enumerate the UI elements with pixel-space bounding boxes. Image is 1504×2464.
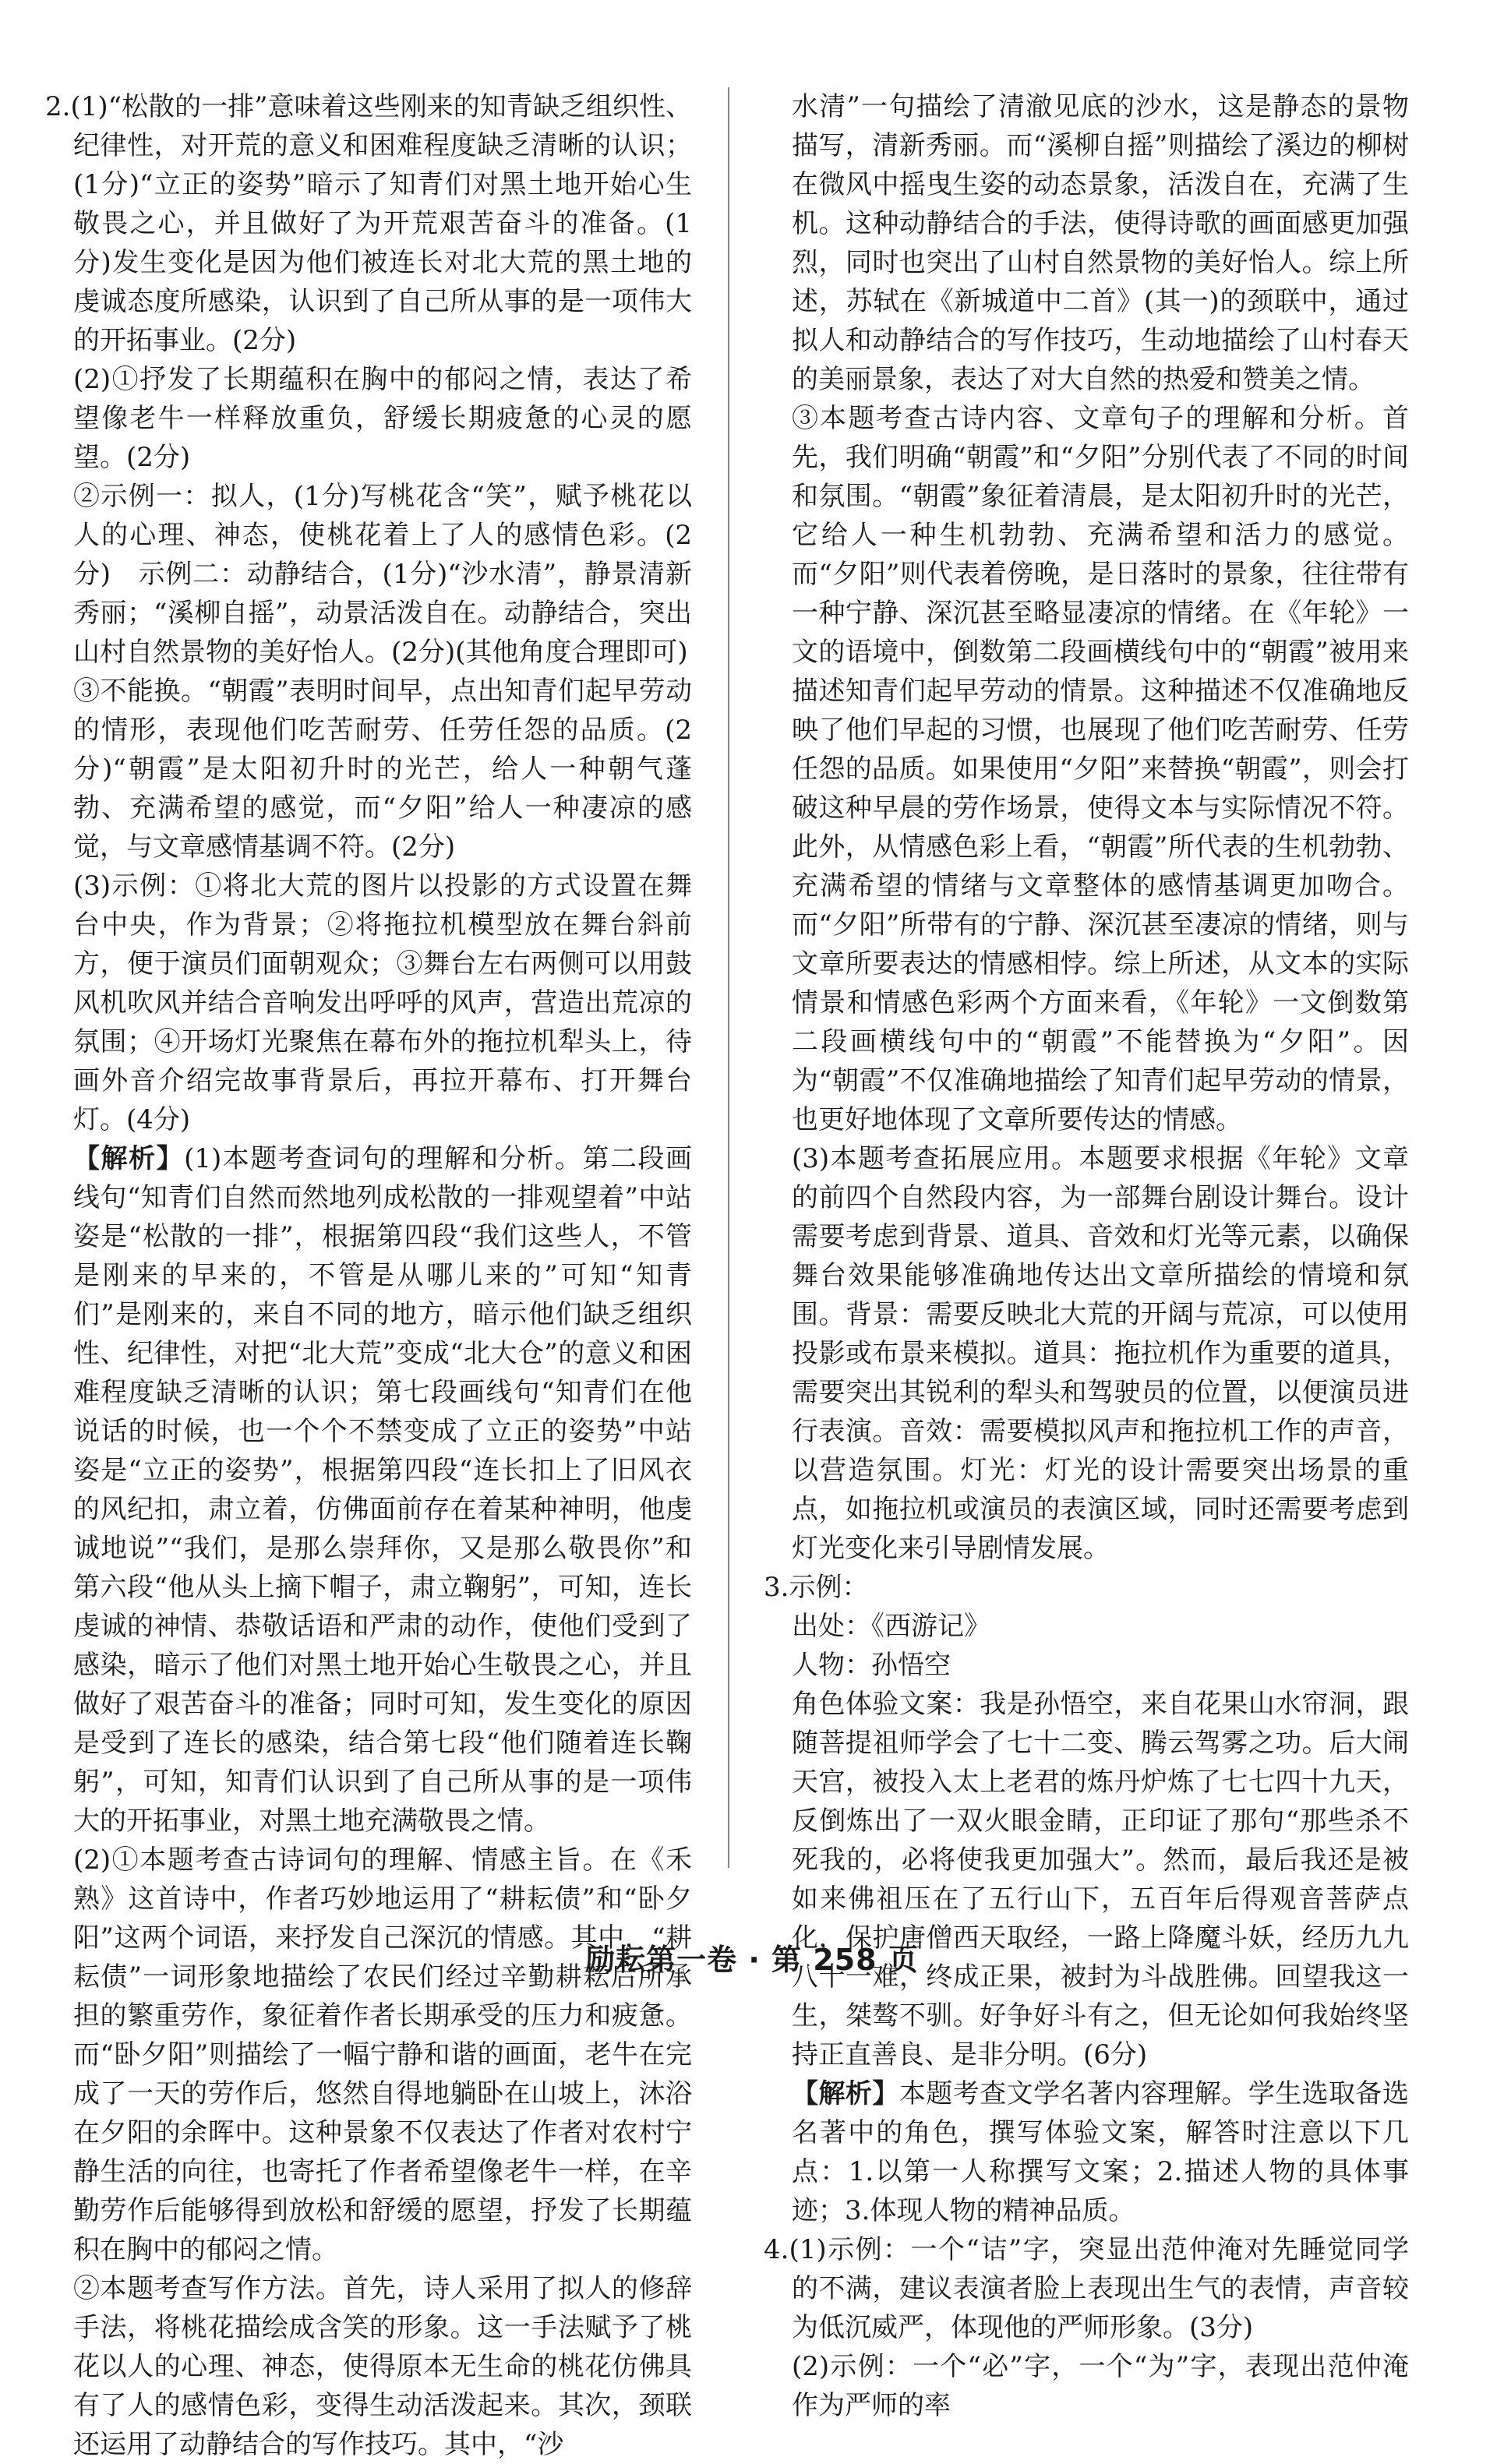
analysis-tag: 【解析】 [73, 1143, 185, 1174]
answer-q2-part2-2: ②示例一：拟人，(1分)写桃花含“笑”，赋予桃花以人的心理、神态，使桃花着上了人的感情色彩。(2分) 示例二：动静结合，(1分)“沙水清”，静景清新秀丽；“溪柳自摇”，动景活泼自在。动静结合，突出山村自然景物的美好怡人。(2分)(其他角度合理即可) [73, 481, 692, 668]
analysis-q2-part3: (3)本题考查拓展应用。本题要求根据《年轮》文章的前四个自然段内容，为一部舞台剧设计舞台。设计需要考虑到背景、道具、音效和灯光等元素，以确保舞台效果能够准确地传达出文章所描绘的情境和氛围。背景：需要反映北大荒的开阔与荒凉，可以使用投影或布景来模拟。道具：拖拉机作为重要的道具，需要突出其锐利的犁头和驾驶员的位置，以便演员进行表演。音效：需要模拟风声和拖拉机工作的声音，以营造氛围。灯光：灯光的设计需要突出场景的重点，如拖拉机或演员的表演区域，同时还需要考虑到灯光变化来引导剧情发展。 [792, 1143, 1409, 1564]
analysis-q2-part1 [45, 1139, 692, 1841]
analysis-q2-part2-1: (2)①本题考查古诗词句的理解、情感主旨。在《禾熟》这首诗中，作者巧妙地运用了“耕耘债”和“卧夕阳”这两个词语，来抒发自己深沉的情感。其中，“耕耘债”一词形象地描绘了农民们经过辛勤耕耘后所承担的繁重劳作，象征着作者长期承受的压力和疲惫。而“卧夕阳”则描绘了一幅宁静和谐的画面，老牛在完成了一天的劳作后，悠然自得地躺卧在山坡上，沐浴在夕阳的余晖中。这种景象不仅表达了作者对农村宁静生活的向往，也寄托了作者希望像老牛一样，在辛勤劳作后能够得到放松和舒缓的愿望，抒发了长期蕴积在胸中的郁闷之情。 [73, 1844, 692, 2265]
answer-q2-part2-3: ③不能换。“朝霞”表明时间早，点出知青们起早劳动的情形，表现他们吃苦耐劳、任劳任怨的品质。(2分)“朝霞”是太阳初升时的光芒，给人一种朝气蓬勃、充满希望的感觉，而“夕阳”给人一种凄凉的感觉，与文章感情基调不符。(2分) [73, 676, 692, 863]
analysis-text: (1)本题考查词句的理解和分析。第二段画线句“知青们自然而然地列成松散的一排观望着”中站姿是“松散的一排”，根据第四段“我们这些人，不管是刚来的早来的，不管是从哪儿来的”可知“知青们”是刚来的，来自不同的地方，暗示他们缺乏组织性、纪律性，对把“北大荒”变成“北大仓”的意义和困难程度缺乏清晰的认识；第七段画线句“知青们在他说话的时候，也一个个不禁变成了立正的姿势”中站姿是“立正的姿势”，根据第四段“连长扣上了旧风衣的风纪扣，肃立着，仿佛面前存在着某种神明，他虔诚地说”“我们，是那么崇拜你，又是那么敬畏你”和第六段“他从头上摘下帽子，肃立鞠躬”，可知，连长虔诚的神情、恭敬话语和严肃的动作，使他们受到了感染，暗示了他们对黑土地开始心生敬畏之心，并且做好了艰苦奋斗的准备；同时可知，发生变化的原因是受到了连长的感染，结合第七段“他们随着连长鞠躬”，可知，知青们认识到了自己所从事的是一项伟大的开拓事业，对黑土地充满敬畏之情。 [73, 1143, 692, 1837]
analysis-q3 [764, 2074, 1409, 2230]
left-column [45, 87, 692, 2464]
answer-q3-copy: 角色体验文案：我是孙悟空，来自花果山水帘洞，跟随菩提祖师学会了七十二变、腾云驾雾之功。后大闹天宫，被投入太上老君的炼丹炉炼了七七四十九天，反倒炼出了一双火眼金睛，正印证了那句“那些杀不死我的，必将使我更加强大”。然而，最后我还是被如来佛祖压在了五行山下，五百年后得观音菩萨点化，保护唐僧西天取经，一路上降魔斗妖，经历九九八十一难，终成正果，被封为斗战胜佛。回望我这一生，桀骜不驯。好争好斗有之，但无论如何我始终坚持正直善良、是非分明。(6分) [792, 1689, 1409, 2070]
column-divider [728, 87, 729, 1868]
answer-q2-part3: (3)示例：①将北大荒的图片以投影的方式设置在舞台中央，作为背景；②将拖拉机模型放在舞台斜前方，便于演员们面朝观众；③舞台左右两侧可以用鼓风机吹风并结合音响发出呼呼的风声，营造出荒凉的氛围；④开场灯光聚焦在幕布外的拖拉机犁头上，待画外音介绍完故事背景后，再拉开幕布、打开舞台灯。(4分) [73, 870, 692, 1135]
analysis-tag: 【解析】 [792, 2078, 899, 2109]
analysis-text: 本题考查文学名著内容理解。学生选取备选名著中的角色，撰写体验文案，解答时注意以下几点：1.以第一人称撰写文案；2.描述人物的具体事迹；3.体现人物的精神品质。 [792, 2078, 1410, 2226]
answer-q4-part1: 4.(1)示例：一个“诘”字，突显出范仲淹对先睡觉同学的不满，建议表演者脸上表现出生气的表情，声音较为低沉威严，体现他的严师形象。(3分) [764, 2234, 1409, 2343]
answer-q3-person: 人物：孙悟空 [792, 1650, 951, 1681]
analysis-q2-part2-2-continued: 水清”一句描绘了清澈见底的沙水，这是静态的景物描写，清新秀丽。而“溪柳自摇”则描绘了溪边的柳树在微风中摇曳生姿的动态景象，活泼自在，充满了生机。这种动静结合的手法，使得诗歌的画面感更加强烈，同时也突出了山村自然景物的美好怡人。综上所述，苏轼在《新城道中二首》(其一)的颈联中，通过拟人和动静结合的写作技巧，生动地描绘了山村春天的美丽景象，表达了对大自然的热爱和赞美之情。 [792, 91, 1409, 395]
answer-q2-part2-1: (2)①抒发了长期蕴积在胸中的郁闷之情，表达了希望像老牛一样释放重负，舒缓长期疲惫的心灵的愿望。(2分) [73, 364, 692, 473]
answer-q4-part2: (2)示例：一个“必”字，一个“为”字，表现出范仲淹作为严师的率 [792, 2351, 1409, 2421]
right-column [764, 87, 1409, 2425]
analysis-q2-part2-2: ②本题考查写作方法。首先，诗人采用了拟人的修辞手法，将桃花描绘成含笑的形象。这一手法赋予了桃花以人的心理、神态，使得原本无生命的桃花仿佛具有了人的感情色彩，变得生动活泼起来。其次，颈联还运用了动静结合的写作技巧。其中，“沙 [73, 2273, 692, 2460]
answer-q2-part1: 2.(1)“松散的一排”意味着这些刚来的知青缺乏组织性、纪律性，对开荒的意义和困难程度缺乏清晰的认识；(1分)“立正的姿势”暗示了知青们对黑土地开始心生敬畏之心，并且做好了为开荒艰苦奋斗的准备。(1分)发生变化是因为他们被连长对北大荒的黑土地的虔诚态度所感染，认识到了自己所从事的是一项伟大的开拓事业。(2分) [45, 91, 692, 356]
page-footer: 励耘第一卷 · 第 258 页 [585, 1943, 919, 1977]
analysis-q2-part2-3: ③本题考查古诗内容、文章句子的理解和分析。首先，我们明确“朝霞”和“夕阳”分别代表了不同的时间和氛围。“朝霞”象征着清晨，是太阳初升时的光芒，它给人一种生机勃勃、充满希望和活力的感觉。而“夕阳”则代表着傍晚，是日落时的景象，往往带有一种宁静、深沉甚至略显凄凉的情绪。在《年轮》一文的语境中，倒数第二段画横线句中的“朝霞”被用来描述知青们起早劳动的情景。这种描述不仅准确地反映了他们早起的习惯，也展现了他们吃苦耐劳、任劳任怨的品质。如果使用“夕阳”来替换“朝霞”，则会打破这种早晨的劳作场景，使得文本与实际情况不符。此外，从情感色彩上看，“朝霞”所代表的生机勃勃、充满希望的情绪与文章整体的感情基调更加吻合。而“夕阳”所带有的宁静、深沉甚至凄凉的情绪，则与文章所要表达的情感相悖。综上所述，从文本的实际情景和情感色彩两个方面来看，《年轮》一文倒数第二段画横线句中的“朝霞”不能替换为“夕阳”。因为“朝霞”不仅准确地描绘了知青们起早劳动的情景，也更好地体现了文章所要传达的情感。 [792, 403, 1409, 1135]
answer-q3-source: 出处：《西游记》 [792, 1611, 990, 1642]
answer-q3-heading: 3.示例： [764, 1572, 869, 1603]
